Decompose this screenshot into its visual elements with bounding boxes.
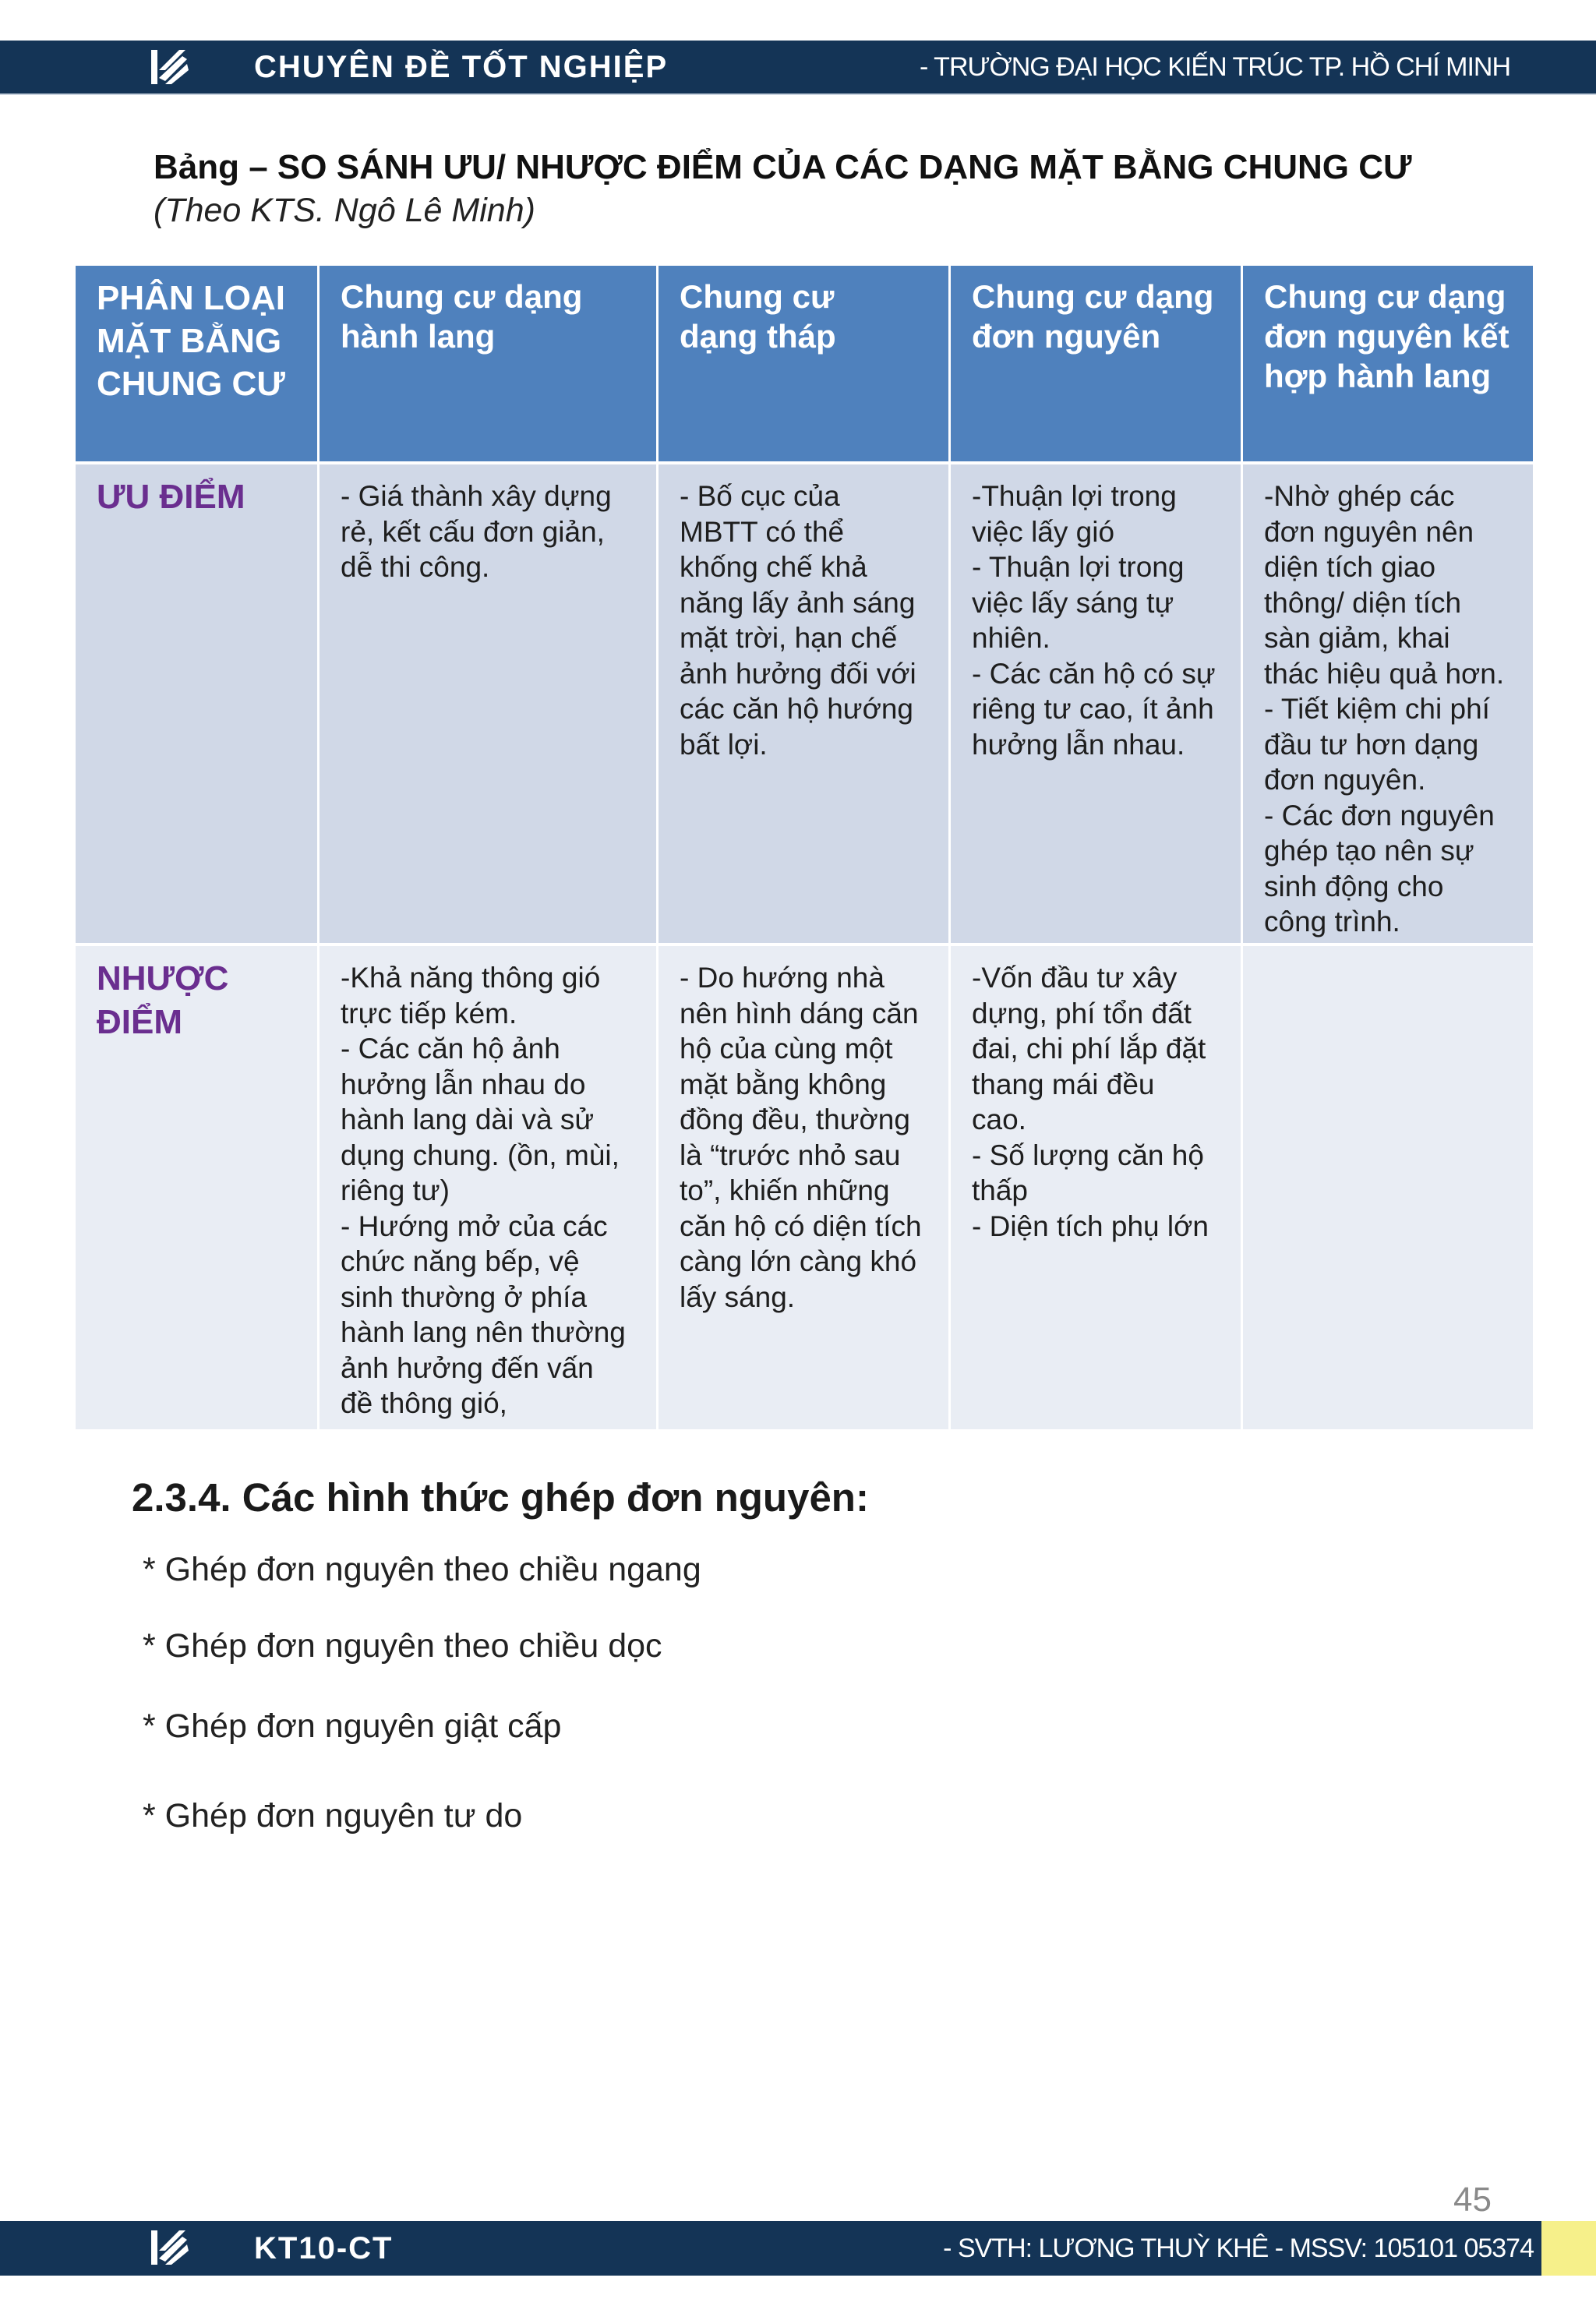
table-cell: -Nhờ ghép các đơn nguyên nên diện tích giao thông/ diện tích sàn giảm, khai thác hiệu quả hơn. - Tiết kiệm chi phí đầu tư hơn dạng đơn nguyên. - Các đơn nguyên ghép tạo nên sự sinh động cho công trình. bbox=[1243, 464, 1533, 943]
comparison-table bbox=[76, 266, 1531, 1429]
table-cell: -Vốn đầu tư xây dựng, phí tổn đất đai, chi phí lắp đặt thang mái đều cao. - Số lượng căn hộ thấp - Diện tích phụ lớn bbox=[951, 946, 1241, 1429]
list-item: * Ghép đơn nguyên giật cấp bbox=[143, 1707, 562, 1745]
header-cell-corridor: Chung cư dạng hành lang bbox=[320, 266, 656, 461]
table-cell: - Bố cục của MBTT có thể khống chế khả năng lấy ảnh sáng mặt trời, hạn chế ảnh hưởng đối với các căn hộ hướng bất lợi. bbox=[659, 464, 948, 943]
footer-student: - SVTH: LƯƠNG THUỲ KHÊ - MSSV: 105101 05374 bbox=[943, 2233, 1534, 2263]
section-heading: 2.3.4. Các hình thức ghép đơn nguyên: bbox=[132, 1475, 869, 1520]
header-cell-unit: Chung cư dạng đơn nguyên bbox=[951, 266, 1241, 461]
logo-icon bbox=[148, 2227, 192, 2268]
list-item: * Ghép đơn nguyên theo chiều dọc bbox=[143, 1627, 662, 1665]
list-item: * Ghép đơn nguyên theo chiều ngang bbox=[143, 1551, 701, 1588]
table-cell bbox=[1243, 946, 1533, 1429]
footer-tab bbox=[1541, 2221, 1596, 2276]
header-band bbox=[0, 41, 1596, 94]
table-cell: -Khả năng thông gió trực tiếp kém. - Các căn hộ ảnh hưởng lẫn nhau do hành lang dài và sử dụng chung. (ồn, mùi, riêng tư) - Hướng mở của các chức năng bếp, vệ sinh thường ở phía hành lang nên thường ảnh hưởng đến vấn đề thông gió, bbox=[320, 946, 656, 1429]
table-cell: - Giá thành xây dựng rẻ, kết cấu đơn giản, dễ thi công. bbox=[320, 464, 656, 943]
header-cell-category: PHÂN LOẠI MẶT BẰNG CHUNG CƯ bbox=[76, 266, 317, 461]
row-label-advantages: ƯU ĐIỂM bbox=[76, 464, 317, 943]
table-cell: -Thuận lợi trong việc lấy gió - Thuận lợi trong việc lấy sáng tự nhiên. - Các căn hộ có sự riêng tư cao, ít ảnh hưởng lẫn nhau. bbox=[951, 464, 1241, 943]
header-school: - TRƯỜNG ĐẠI HỌC KIẾN TRÚC TP. HỒ CHÍ MINH bbox=[920, 51, 1510, 82]
header-title: CHUYÊN ĐỀ TỐT NGHIỆP bbox=[254, 49, 669, 84]
logo-icon bbox=[148, 47, 192, 87]
header-cell-unit-corridor: Chung cư dạng đơn nguyên kết hợp hành lang bbox=[1243, 266, 1533, 461]
table-cell: - Do hướng nhà nên hình dáng căn hộ của cùng một mặt bằng không đồng đều, thường là “trước nhỏ sau to”, khiến những căn hộ có diện tích càng lớn càng khó lấy sáng. bbox=[659, 946, 948, 1429]
table-caption: Bảng – SO SÁNH ƯU/ NHƯỢC ĐIỂM CỦA CÁC DẠNG MẶT BẰNG CHUNG CƯ bbox=[154, 148, 1412, 186]
footer-code: KT10-CT bbox=[254, 2230, 394, 2265]
row-label-disadvantages: NHƯỢC ĐIỂM bbox=[76, 946, 317, 1429]
table-source: (Theo KTS. Ngô Lê Minh) bbox=[154, 192, 535, 229]
header-cell-tower: Chung cư dạng tháp bbox=[659, 266, 948, 461]
footer-band bbox=[0, 2221, 1596, 2276]
page-number: 45 bbox=[1453, 2181, 1492, 2219]
list-item: * Ghép đơn nguyên tư do bbox=[143, 1797, 523, 1835]
